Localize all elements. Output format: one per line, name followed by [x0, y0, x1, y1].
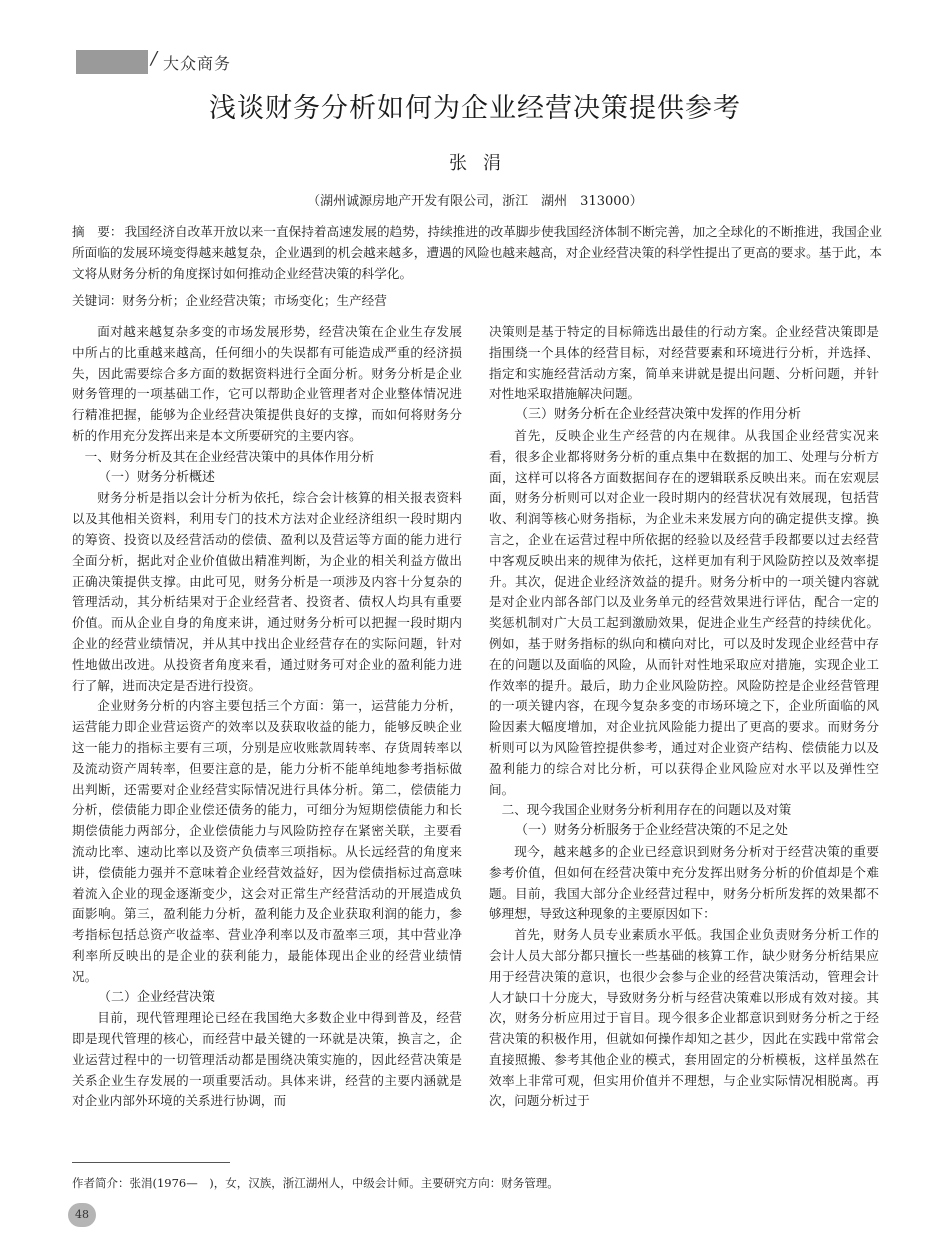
body-paragraph: 企业财务分析的内容主要包括三个方面：第一，运营能力分析，运营能力即企业营运资产的效率以及获取收益的能力，能够反映企业这一能力的指标主要有三项，分别是应收账款周转率、存货周转率以及流动资产周转率，但要注意的是，能力分析不能单纯地参考指标做出判断，还需要对企业经营实际情况进行具体分析。第二，偿债能力分析，偿债能力即企业偿还债务的能力，可细分为短期偿债能力和长期偿债能力两部分，企业偿债能力与风险防控存在紧密关联，主要看流动比率、速动比率以及资产负债率三项指标。从长远经营的角度来讲，偿债能力强并不意味着企业经营效益好，因为偿债指标过高意味着流入企业的现金逐渐变少，这会对正常生产经营活动的开展造成负面影响。第三，盈利能力分析，盈利能力及企业获取利润的能力，参考指标包括总资产收益率、营业净利率以及市盈率三项，其中营业净利率所反映出的是企业的获利能力，最能体现出企业的经营业绩情况。: [72, 698, 462, 984]
abstract-text: 我国经济自改革开放以来一直保持着高速发展的趋势，持续推进的改革脚步使我国经济体制不断完善，加之全球化的不断推进，我国企业所面临的发展环境变得越来越复杂，企业遇到的机会越来越多，遭遇的风险也越来越高，对企业经营决策的科学性提出了更高的要求。基于此，本文将从财务分析的角度探讨如何推动企业经营决策的科学化。: [72, 224, 883, 281]
author-affiliation: （湖州诚源房地产开发有限公司，浙江 湖州 313000）: [307, 194, 643, 209]
header-slash: /: [151, 48, 158, 69]
body-paragraph: 首先，财务人员专业素质水平低。我国企业负责财务分析工作的会计人员大部分都只擅长一些基础的核算工作，缺少财务分析结果应用于经营决策的意识，也很少会参与企业的经营决策活动，管理会计人才缺口十分庞大，导致财务分析与经营决策难以形成有效对接。其次，财务分析应用过于盲目。现今很多企业都意识到财务分析之于经营决策的积极作用，但就如何操作却知之甚少，因此在实践中常常会直接照搬、参考其他企业的模式，套用固定的分析模板，这样虽然在效率上非常可观，但实用价值并不理想，与企业实际情况相脱离。再次，问题分析过于: [489, 927, 879, 1109]
keywords-label: 关键词：: [72, 293, 123, 308]
subsection-heading: （三）财务分析在企业经营决策中发挥的作用分析: [515, 407, 802, 423]
subsection-heading: （二）企业经营决策: [98, 989, 216, 1005]
body-paragraph: 财务分析是指以会计分析为依托，综合会计核算的相关报表资料以及其他相关资料，利用专门的技术方法对企业经济组织一段时期内的筹资、投资以及经营活动的偿债、盈利以及营运等方面的能力进行全面分析，据此对企业价值做出精准判断，为企业的相关利益方做出正确决策提供支撑。由此可见，财务分析是一项涉及内容十分复杂的管理活动，其分析结果对于企业经营者、投资者、债权人均具有重要价值。而从企业自身的角度来讲，通过财务分析可以把握一段时期内企业的经营业绩情况，并从其中找出企业经营存在的实际问题，针对性地做出改进。从投资者角度来看，通过财务可对企业的盈利能力进行了解，进而决定是否进行投资。: [72, 490, 462, 693]
journal-header-bar: [76, 50, 148, 74]
article-title: 浅谈财务分析如何为企业经营决策提供参考: [209, 93, 741, 124]
body-paragraph: 现今，越来越多的企业已经意识到财务分析对于经营决策的重要参考价值，但如何在经营决策中充分发挥出财务分析的价值却是个难题。目前，我国大部分企业经营过程中，财务分析所发挥的效果都不够理想，导致这种现象的主要原因如下：: [489, 843, 879, 922]
body-column-left: [72, 322, 462, 1112]
abstract: [72, 221, 882, 284]
subsection-heading: （一）财务分析概述: [98, 469, 216, 485]
keywords-text: 财务分析；企业经营决策；市场变化；生产经营: [122, 293, 387, 308]
page-number-badge: 48: [68, 1203, 96, 1227]
subsection-heading: （一）财务分析服务于企业经营决策的不足之处: [515, 823, 789, 839]
body-paragraph: 决策则是基于特定的目标筛选出最佳的行动方案。企业经营决策即是指围绕一个具体的经营目标，对经营要素和环境进行分析，并选择、指定和实施经营活动方案，简单来讲就是提出问题、分析问题，并针对性地采取措施解决问题。: [489, 324, 879, 402]
section-heading: 一、财务分析及其在企业经营决策中的具体作用分析: [84, 448, 375, 464]
body-paragraph: 首先，反映企业生产经营的内在规律。从我国企业经营实况来看，很多企业都将财务分析的重点集中在数据的加工、处理与分析方面，这样可以将各方面数据间存在的逻辑联系反映出来。而在宏观层面，财务分析则可以对企业一段时期内的经营状况有效展现，包括营收、利润等核心财务指标，为企业未来发展方向的确定提供支撑。换言之，企业在运营过程中所依据的经验以及经营手段都要以过去经营中客观反映出来的规律为依托，这样更加有利于风险防控以及效率提升。其次，促进企业经济效益的提升。财务分析中的一项关键内容就是对企业内部各部门以及业务单元的经营效果进行评估，配合一定的奖惩机制对广大员工起到激励效果，促进企业生产经营的持续优化。例如，基于财务指标的纵向和横向对比，可以及时发现企业经营中存在的问题以及面临的风险，从而针对性地采取应对措施，实现企业工作效率的提升。最后，助力企业风险防控。风险防控是企业经营管理的一项关键内容，在现今复杂多变的市场环境之下，企业所面临的风险因素大幅度增加，对企业抗风险能力提出了更高的要求。而财务分析则可以为风险管控提供参考，通过对企业资产结构、偿债能力以及盈利能力的综合对比分析，可以获得企业风险应对水平以及弹性空间。: [489, 427, 879, 797]
footnote-divider: [72, 1162, 230, 1163]
author-name: 张涓: [449, 153, 517, 174]
body-paragraph: 目前，现代管理理论已经在我国绝大多数企业中得到普及，经营即是现代管理的核心，而经营中最关键的一环就是决策，换言之，企业运营过程中的一切管理活动都是围绕决策实施的，因此经营决策是关系企业生存发展的一项重要活动。具体来讲，经营的主要内涵就是对企业内部外环境的关系进行协调，而: [72, 1010, 462, 1109]
section-heading: 二、现今我国企业财务分析利用存在的问题以及对策: [501, 802, 792, 818]
abstract-label: 摘 要：: [72, 224, 123, 239]
journal-section-name: 大众商务: [163, 54, 232, 73]
keywords: [72, 290, 882, 309]
body-column-right: [489, 322, 879, 1112]
body-paragraph: 面对越来越复杂多变的市场发展形势，经营决策在企业生存发展中所占的比重越来越高，任何细小的失误都有可能造成严重的经济损失，因此需要综合多方面的数据资料进行全面分析。财务分析是企业财务管理的一项基础工作，它可以帮助企业管理者对企业整体情况进行精准把握，能够为企业经营决策提供良好的支撑，而如何将财务分析的作用充分发挥出来是本文所要研究的主要内容。: [72, 324, 462, 443]
author-bio-footnote: 作者简介：张涓(1976— )，女，汉族，浙江湖州人，中级会计师。主要研究方向：财务管理。: [72, 1176, 559, 1190]
